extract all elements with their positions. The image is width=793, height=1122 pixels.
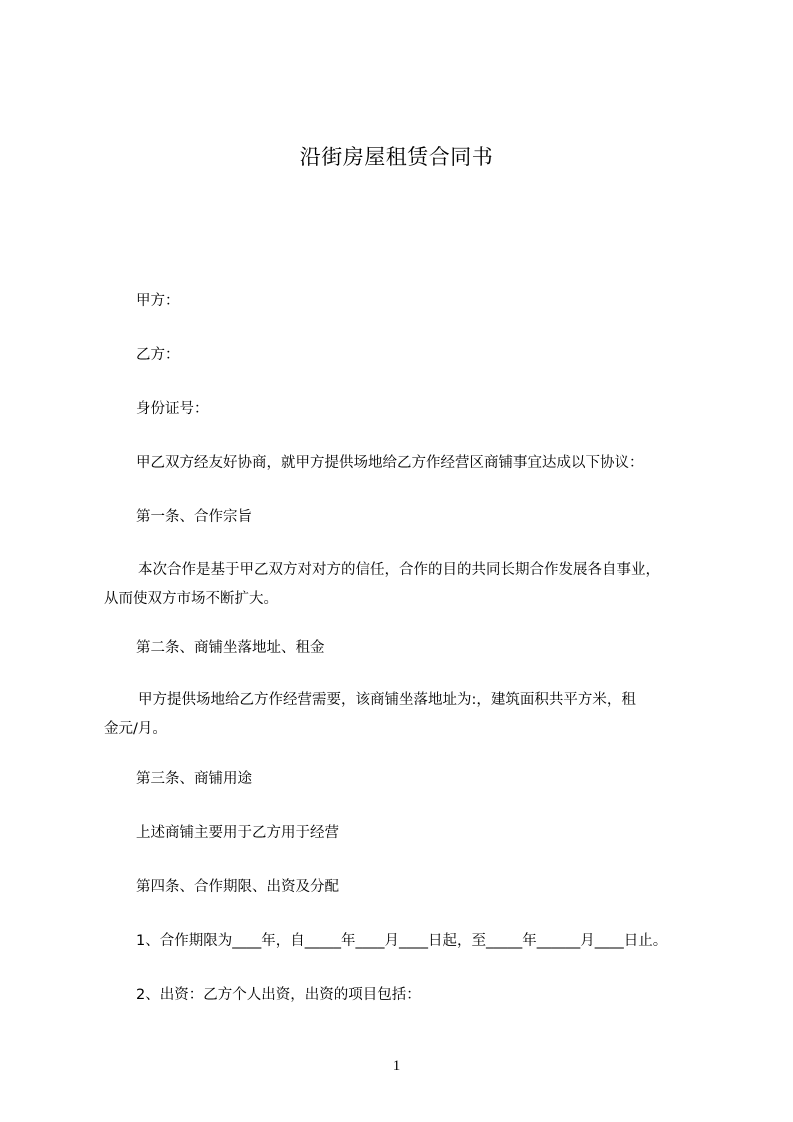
article-1-heading: 第一条、合作宗旨 [136, 509, 252, 525]
article-2-line-1: 甲方提供场地给乙方作经营需要，该商铺坐落地址为:，建筑面积共平方米，租 [138, 692, 636, 708]
article-3-body: 上述商铺主要用于乙方用于经营 [136, 825, 339, 841]
party-a-label: 甲方： [136, 293, 180, 309]
article-3-heading: 第三条、商铺用途 [136, 771, 252, 787]
party-b-label: 乙方： [136, 347, 180, 363]
article-1-body [104, 556, 704, 614]
article-4-item-1: 1、合作期限为____年，自_____年____月____日起，至_____年______月____日止。 [136, 933, 668, 949]
article-1-line-2: 从而使双方市场不断扩大。 [104, 591, 278, 607]
page-number: 1 [392, 1058, 401, 1074]
article-1-line-1: 本次合作是基于甲乙双方对对方的信任，合作的目的共同长期合作发展各自事业， [138, 562, 660, 578]
article-2-line-2: 金元/月。 [104, 721, 167, 737]
article-4-heading: 第四条、合作期限、出资及分配 [136, 879, 339, 895]
id-number-label: 身份证号： [136, 401, 209, 417]
article-2-heading: 第二条、商铺坐落地址、租金 [136, 640, 325, 656]
intro-paragraph: 甲乙双方经友好协商，就甲方提供场地给乙方作经营区商铺事宜达成以下协议： [136, 455, 644, 471]
document-title: 沿街房屋租赁合同书 [299, 145, 494, 169]
article-4-item-2: 2、出资：乙方个人出资，出资的项目包括： [136, 987, 421, 1003]
article-2-body [104, 686, 704, 744]
